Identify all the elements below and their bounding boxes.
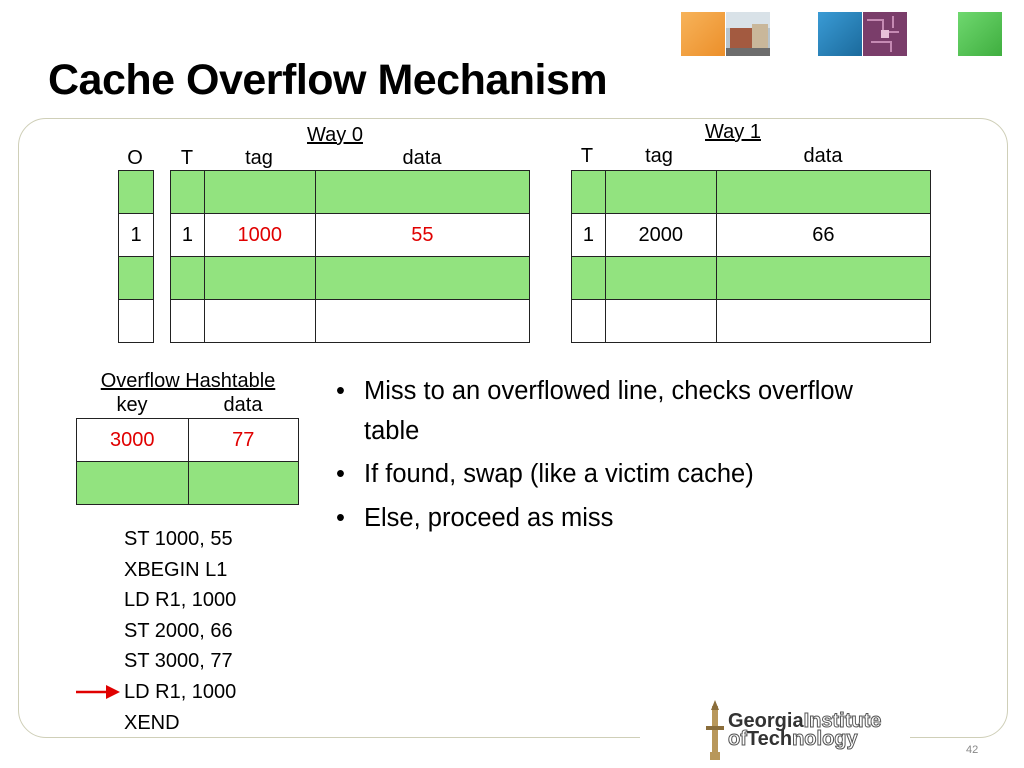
code-line: XBEGIN L1 bbox=[124, 558, 228, 581]
way0-o-cell bbox=[119, 171, 154, 214]
way1-table bbox=[571, 170, 931, 343]
way1-title: Way 1 bbox=[705, 121, 761, 143]
way0-row bbox=[171, 300, 530, 343]
way0-t-cell bbox=[171, 257, 205, 300]
way0-t-cell: 1 bbox=[171, 214, 205, 257]
way0-data-cell bbox=[315, 300, 529, 343]
way1-row bbox=[572, 300, 931, 343]
code-line-current: LD R1, 1000 bbox=[124, 680, 237, 703]
code-line: XEND bbox=[124, 711, 180, 734]
way1-tag-cell bbox=[605, 300, 716, 343]
way0-data-cell: 55 bbox=[315, 214, 529, 257]
way1-t-cell bbox=[572, 171, 606, 214]
way0-row bbox=[171, 214, 530, 257]
overflow-header-data: data bbox=[223, 394, 263, 416]
way0-o-row bbox=[119, 171, 154, 214]
current-instruction-arrow-icon bbox=[76, 682, 120, 702]
overflow-header-key: key bbox=[116, 394, 148, 416]
code-listing bbox=[124, 524, 236, 738]
way0-o-cell bbox=[119, 257, 154, 300]
overflow-key-cell bbox=[77, 462, 189, 505]
overflow-data-cell: 77 bbox=[188, 419, 298, 462]
way0-data-cell bbox=[315, 257, 529, 300]
logo-of: of bbox=[728, 728, 747, 750]
way0-t-cell bbox=[171, 171, 205, 214]
way0-header-t: T bbox=[180, 147, 194, 169]
way0-o-row bbox=[119, 257, 154, 300]
way1-data-cell bbox=[716, 300, 930, 343]
way1-row bbox=[572, 257, 931, 300]
way1-t-cell bbox=[572, 257, 606, 300]
campus-photo-thumbnail bbox=[726, 12, 770, 56]
way1-t-cell: 1 bbox=[572, 214, 606, 257]
logo-georgia: Georgia bbox=[728, 710, 804, 732]
way0-tag-cell bbox=[204, 257, 315, 300]
way0-table bbox=[170, 170, 530, 343]
code-line: ST 2000, 66 bbox=[124, 619, 233, 642]
way0-o-cell bbox=[119, 300, 154, 343]
bullet-item: • If found, swap (like a victim cache) bbox=[332, 455, 892, 495]
way1-row bbox=[572, 214, 931, 257]
way1-data-cell: 66 bbox=[716, 214, 930, 257]
way1-row bbox=[572, 171, 931, 214]
blue-square-decoration bbox=[818, 12, 862, 56]
georgia-tech-logo bbox=[640, 696, 910, 768]
way0-header-o: O bbox=[127, 147, 143, 169]
way0-o-row bbox=[119, 300, 154, 343]
overflow-row bbox=[77, 419, 299, 462]
way0-row bbox=[171, 257, 530, 300]
way0-o-row bbox=[119, 214, 154, 257]
logo-tech: Tech bbox=[746, 728, 793, 750]
page-number: 42 bbox=[966, 744, 979, 756]
circuit-photo-thumbnail bbox=[863, 12, 907, 56]
way0-data-cell bbox=[315, 171, 529, 214]
orange-square-decoration bbox=[681, 12, 725, 56]
way1-header-data: data bbox=[803, 145, 843, 167]
logo-nology: nology bbox=[792, 728, 858, 750]
code-line: LD R1, 1000 bbox=[124, 589, 237, 612]
way0-o-cell: 1 bbox=[119, 214, 154, 257]
slide-title: Cache Overflow Mechanism bbox=[48, 56, 608, 104]
way0-row bbox=[171, 171, 530, 214]
code-line: ST 1000, 55 bbox=[124, 528, 233, 550]
overflow-data-cell bbox=[188, 462, 298, 505]
way0-t-cell bbox=[171, 300, 205, 343]
overflow-table-title: Overflow Hashtable bbox=[100, 370, 276, 392]
code-line: ST 3000, 77 bbox=[124, 650, 233, 673]
way0-tag-cell: 1000 bbox=[204, 214, 315, 257]
way0-header-data: data bbox=[402, 147, 442, 169]
bullet-item: • Miss to an overflowed line, checks overflow table bbox=[332, 372, 892, 451]
bullet-list bbox=[332, 372, 892, 542]
overflow-key-cell: 3000 bbox=[77, 419, 189, 462]
way1-tag-cell bbox=[605, 171, 716, 214]
way0-title: Way 0 bbox=[307, 124, 363, 146]
bullet-item: • Else, proceed as miss bbox=[332, 499, 892, 539]
green-square-decoration bbox=[958, 12, 1002, 56]
way1-t-cell bbox=[572, 300, 606, 343]
way0-tag-cell bbox=[204, 171, 315, 214]
way1-header-tag: tag bbox=[645, 145, 673, 167]
overflow-row bbox=[77, 462, 299, 505]
way0-tag-cell bbox=[204, 300, 315, 343]
way1-header-t: T bbox=[580, 145, 594, 167]
way1-tag-cell: 2000 bbox=[605, 214, 716, 257]
way1-data-cell bbox=[716, 257, 930, 300]
overflow-table bbox=[76, 418, 299, 505]
way0-header-tag: tag bbox=[245, 147, 273, 169]
way1-data-cell bbox=[716, 171, 930, 214]
way1-tag-cell bbox=[605, 257, 716, 300]
way0-o-column bbox=[118, 170, 154, 343]
logo-institute: Institute bbox=[803, 710, 882, 732]
